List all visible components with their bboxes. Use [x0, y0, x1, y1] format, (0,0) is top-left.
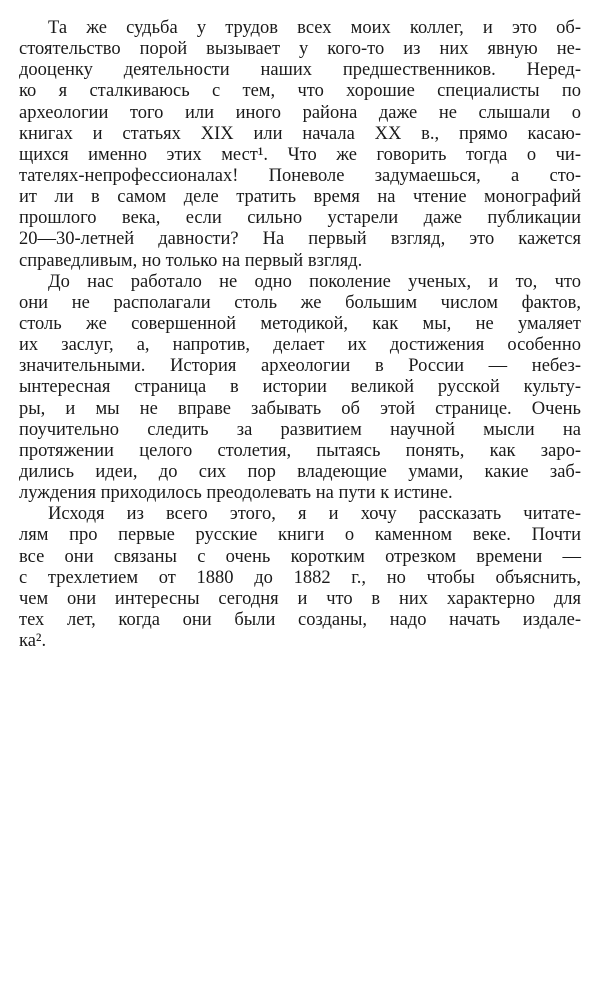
text-line: значительными. История археологии в России — небез-	[19, 356, 581, 377]
text-line: луждения приходилось преодолевать на пути к истине.	[19, 483, 453, 504]
text-line: тателях-непрофессионалах! Поневоле задумаешься, а сто-	[19, 165, 581, 186]
text-line: книгах и статьях XIX или начала XX в., прямо касаю-	[19, 123, 581, 144]
paragraph	[19, 504, 581, 652]
paragraph	[19, 272, 581, 505]
text-line: археологии того или иного района даже не слышали о	[19, 102, 581, 123]
text-line: ынтересная страница в истории великой русской культу-	[19, 377, 581, 398]
text-line: До нас работало не одно поколение ученых, и то, что	[48, 271, 581, 292]
text-line: 20—30-летней давности? На первый взгляд, это кажется	[19, 229, 581, 250]
text-line: стоятельство порой вызывает у кого-то из них явную не-	[19, 39, 581, 60]
text-line: все они связаны с очень коротким отрезком времени —	[19, 546, 581, 567]
text-line: прошлого века, если сильно устарели даже публикации	[19, 208, 581, 229]
text-line: их заслуг, а, напротив, делает их достижения особенно	[19, 335, 581, 356]
text-line: Исходя из всего этого, я и хочу рассказать читате-	[48, 504, 581, 525]
text-line: ры, и мы не вправе забывать об этой странице. Очень	[19, 398, 581, 419]
text-line: чем они интересны сегодня и что в них характерно для	[19, 588, 581, 609]
text-line: справедливым, но только на первый взгляд.	[19, 250, 363, 271]
text-line: ит ли в самом деле тратить время на чтение монографий	[19, 187, 581, 208]
text-line: тех лет, когда они были созданы, надо начать издале-	[19, 609, 581, 630]
text-line: щихся именно этих мест¹. Что же говорить тогда о чи-	[19, 144, 581, 165]
text-line: Та же судьба у трудов всех моих коллег, и это об-	[48, 18, 581, 38]
text-line: протяжении целого столетия, пытаясь понять, как заро-	[19, 440, 581, 461]
text-line: дились идеи, до сих пор владеющие умами, какие заб-	[19, 461, 581, 482]
text-line: поучительно следить за развитием научной мысли на	[19, 419, 581, 440]
paragraph	[19, 18, 581, 272]
text-line: столь же совершенной методикой, как мы, не умаляет	[19, 313, 581, 334]
text-line: дооценку деятельности наших предшественников. Неред-	[19, 60, 581, 81]
text-line: они не располагали столь же большим числом фактов,	[19, 292, 581, 313]
text-line: ка².	[19, 631, 47, 652]
text-line: с трехлетием от 1880 до 1882 г., но чтобы объяснить,	[19, 567, 581, 588]
document-page	[19, 18, 581, 652]
text-line: ко я сталкиваюсь с тем, что хорошие специалисты по	[19, 81, 581, 102]
text-line: лям про первые русские книги о каменном веке. Почти	[19, 525, 581, 546]
